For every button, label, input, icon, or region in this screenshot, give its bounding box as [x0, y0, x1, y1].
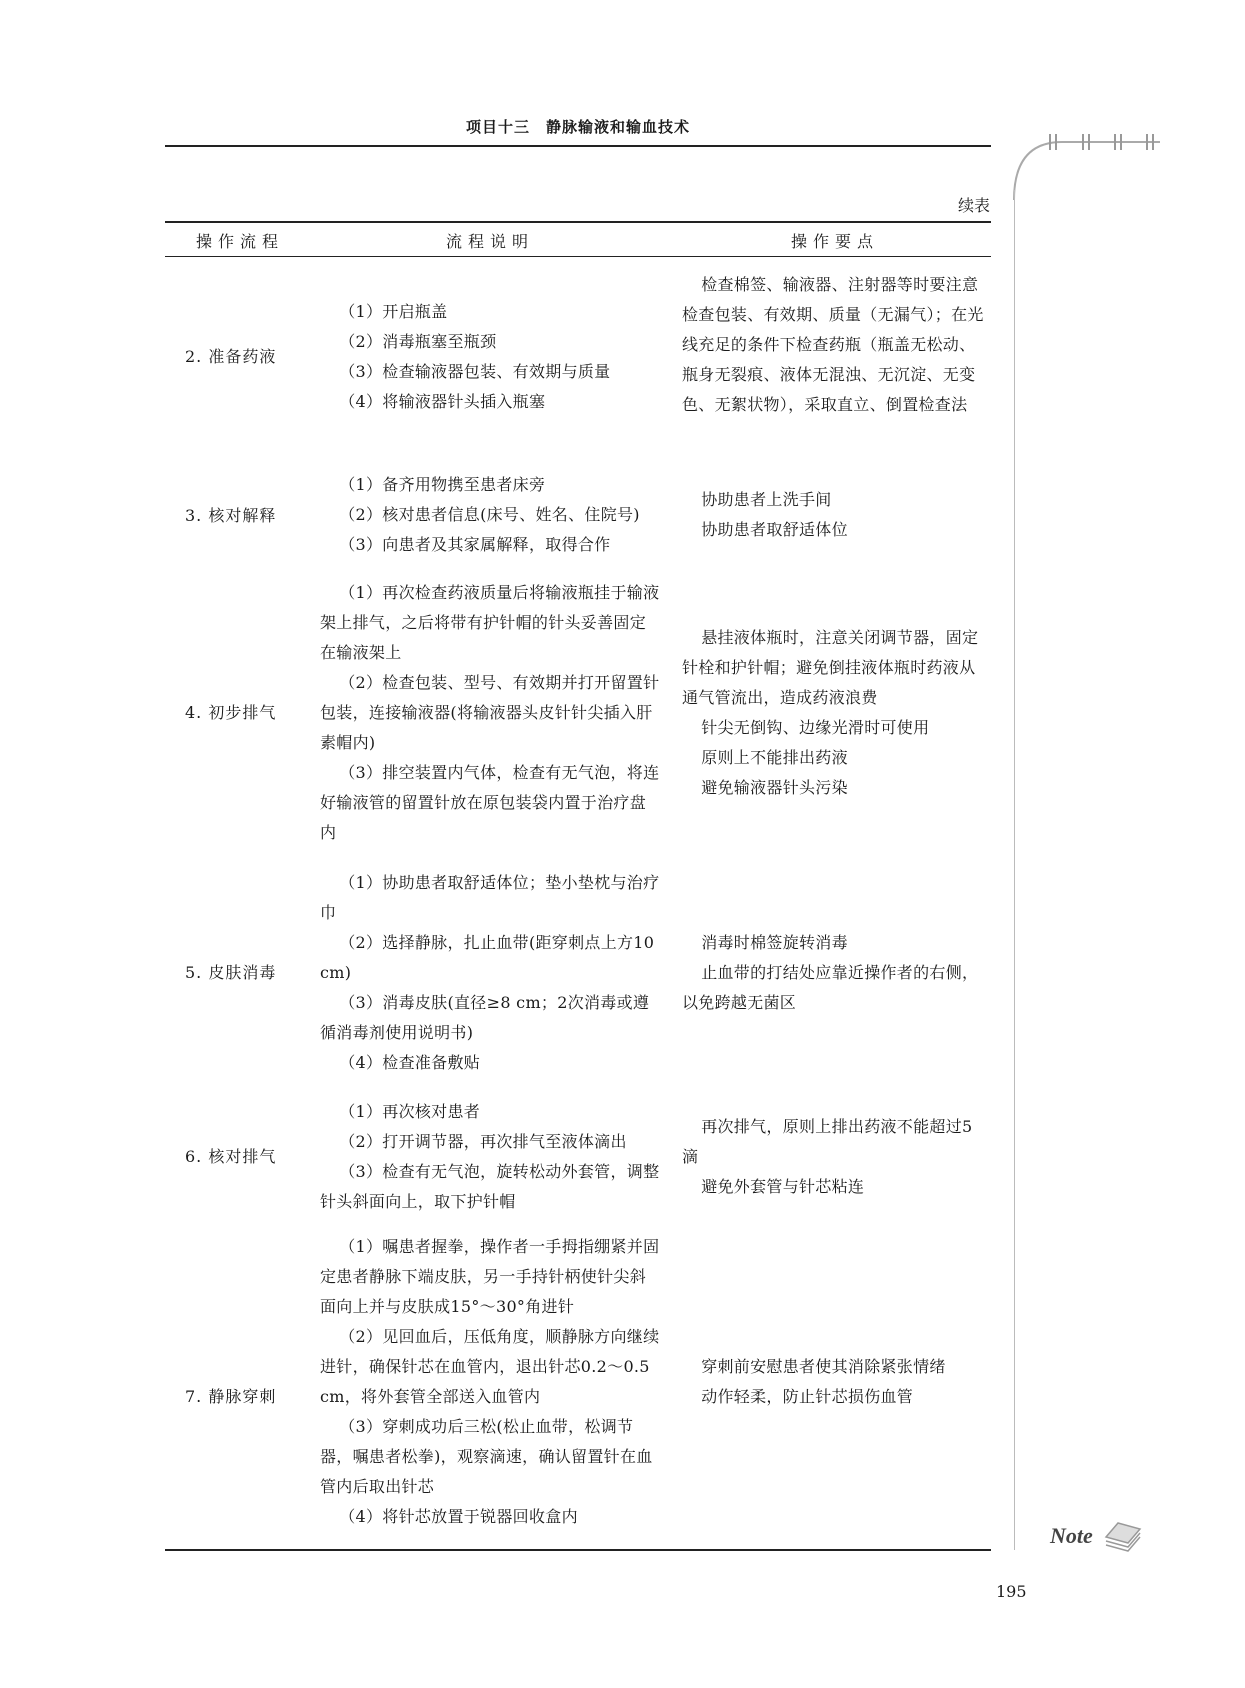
step-notes	[682, 1112, 987, 1202]
step-description	[320, 470, 662, 560]
step-description	[320, 297, 662, 417]
step-label: 6. 核对排气	[185, 1147, 277, 1166]
step-label: 2. 准备药液	[185, 347, 277, 366]
column-header-description: 流程说明	[445, 232, 534, 251]
description-item: （3）穿刺成功后三松(松止血带，松调节器，嘱患者松拳)，观察滴速，确认留置针在血管内后取出针芯	[320, 1417, 653, 1496]
description-item: （4）检查准备敷贴	[339, 1053, 481, 1072]
table-top-rule	[165, 221, 991, 223]
description-item: （3）向患者及其家属解释，取得合作	[339, 535, 611, 554]
step-notes	[682, 485, 987, 545]
note-item: 穿刺前安慰患者使其消除紧张情绪	[701, 1357, 946, 1376]
step-label: 3. 核对解释	[185, 506, 277, 525]
continued-label: 续表	[957, 196, 990, 215]
running-header: 项目十三 静脉输液和输血技术	[465, 118, 690, 136]
step-notes	[682, 623, 987, 803]
note-item: 协助患者上洗手间	[701, 490, 832, 509]
step-notes	[682, 928, 987, 1018]
margin-decoration	[1010, 130, 1170, 200]
description-item: （1）再次检查药液质量后将输液瓶挂于输液架上排气，之后将带有护针帽的针头妥善固定在输液架上	[320, 583, 660, 662]
description-item: （4）将输液器针头插入瓶塞	[339, 392, 546, 411]
note-item: 原则上不能排出药液	[701, 748, 848, 767]
description-item: （1）开启瓶盖	[339, 302, 448, 321]
description-item: （2）消毒瓶塞至瓶颈	[339, 332, 497, 351]
description-item: （1）嘱患者握拳，操作者一手拇指绷紧并固定患者静脉下端皮肤，另一手持针柄使针尖斜面向上并与皮肤成15°～30°角进针	[320, 1237, 660, 1316]
table-bottom-rule	[165, 1549, 991, 1551]
note-logo-text: Note	[1050, 1523, 1093, 1548]
step-description	[320, 1097, 662, 1217]
description-item: （1）协助患者取舒适体位；垫小垫枕与治疗巾	[320, 873, 660, 922]
step-label: 4. 初步排气	[185, 703, 277, 722]
column-header-step: 操作流程	[195, 232, 284, 251]
description-item: （3）消毒皮肤(直径≥8 cm；2次消毒或遵循消毒剂使用说明书)	[320, 993, 650, 1042]
description-item: （2）核对患者信息(床号、姓名、住院号)	[339, 505, 640, 524]
header-rule	[165, 145, 991, 147]
description-item: （4）将针芯放置于锐器回收盒内	[339, 1507, 578, 1526]
description-item: （3）检查输液器包装、有效期与质量	[339, 362, 611, 381]
note-item: 悬挂液体瓶时，注意关闭调节器，固定针栓和护针帽；避免倒挂液体瓶时药液从通气管流出，造成药液浪费	[682, 628, 979, 707]
step-description	[320, 1232, 662, 1532]
note-item: 避免外套管与针芯粘连	[701, 1177, 865, 1196]
description-item: （3）排空装置内气体，检查有无气泡，将连好输液管的留置针放在原包装袋内置于治疗盘内	[320, 763, 660, 842]
description-item: （1）备齐用物携至患者床旁	[339, 475, 546, 494]
table-header-rule	[165, 256, 991, 257]
column-header-notes: 操作要点	[790, 232, 879, 251]
note-item: 检查棉签、输液器、注射器等时要注意检查包装、有效期、质量（无漏气）；在光线充足的条件下检查药瓶（瓶盖无松动、瓶身无裂痕、液体无混浊、无沉淀、无变色、无絮状物），采取直立、倒置检查法	[682, 275, 984, 414]
note-item: 针尖无倒钩、边缘光滑时可使用	[701, 718, 930, 737]
note-logo	[1048, 1513, 1148, 1553]
page-number: 195	[996, 1582, 1027, 1601]
step-description	[320, 868, 662, 1078]
description-item: （2）检查包装、型号、有效期并打开留置针包装，连接输液器(将输液器头皮针针尖插入肝素帽内)	[320, 673, 660, 752]
note-item: 消毒时棉签旋转消毒	[701, 933, 848, 952]
description-item: （2）选择静脉，扎止血带(距穿刺点上方10 cm)	[320, 933, 655, 982]
step-description	[320, 578, 662, 848]
step-label: 5. 皮肤消毒	[185, 963, 277, 982]
description-item: （2）见回血后，压低角度，顺静脉方向继续进针，确保针芯在血管内，退出针芯0.2～0.5 cm，将外套管全部送入血管内	[320, 1327, 660, 1406]
note-item: 止血带的打结处应靠近操作者的右侧，以免跨越无菌区	[682, 963, 979, 1012]
step-notes	[682, 1352, 987, 1412]
note-item: 动作轻柔，防止针芯损伤血管	[701, 1387, 914, 1406]
note-item: 避免输液器针头污染	[701, 778, 848, 797]
step-notes	[682, 270, 987, 420]
description-item: （3）检查有无气泡，旋转松动外套管，调整针头斜面向上，取下护针帽	[320, 1162, 660, 1211]
note-item: 再次排气，原则上排出药液不能超过5滴	[682, 1117, 973, 1166]
step-label: 7. 静脉穿刺	[185, 1387, 277, 1406]
description-item: （2）打开调节器，再次排气至液体滴出	[339, 1132, 627, 1151]
note-item: 协助患者取舒适体位	[701, 520, 848, 539]
description-item: （1）再次核对患者	[339, 1102, 481, 1121]
margin-line	[1014, 190, 1015, 1550]
